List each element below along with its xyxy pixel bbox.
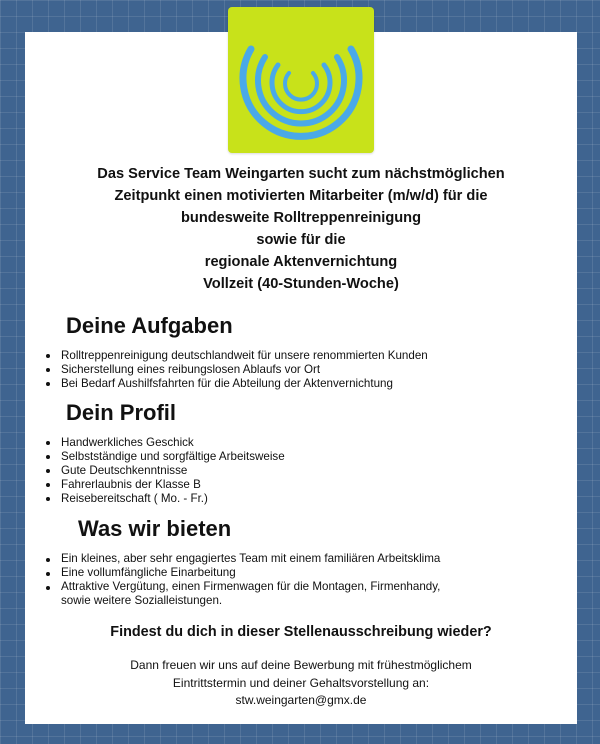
list-item: Rolltreppenreinigung deutschlandweit für unsere renommierten Kunden — [37, 349, 428, 363]
profil-list — [37, 436, 285, 506]
closing-line: Eintrittstermin und deiner Gehaltsvorstellung an: — [172, 675, 430, 690]
list-item: Handwerkliches Geschick — [37, 436, 285, 450]
list-item-continuation: sowie weitere Sozialleistungen. — [61, 594, 223, 607]
intro-line: bundesweite Rolltreppenreinigung — [181, 210, 421, 226]
list-item: Bei Bedarf Aushilfsfahrten für die Abteilung der Aktenvernichtung — [37, 377, 428, 391]
intro-line: Vollzeit (40-Stunden-Woche) — [203, 276, 399, 292]
section-title-aufgaben: Deine Aufgaben — [66, 313, 233, 338]
closing-question: Findest du dich in dieser Stellenausschreibung wieder? — [110, 624, 492, 640]
aufgaben-list — [37, 349, 428, 391]
intro-line: sowie für die — [256, 232, 346, 248]
list-item: Eine vollumfängliche Einarbeitung — [37, 566, 440, 580]
closing-text — [25, 657, 577, 710]
contact-email: stw.weingarten@gmx.de — [235, 693, 367, 707]
intro-line: Zeitpunkt einen motivierten Mitarbeiter (m/w/d) für die — [114, 188, 488, 204]
intro-line: regionale Aktenvernichtung — [204, 254, 398, 270]
list-item: Attraktive Vergütung, einen Firmenwagen für die Montagen, Firmenhandy, — [37, 580, 440, 594]
list-item: Fahrerlaubnis der Klasse B — [37, 478, 285, 492]
intro-headline — [25, 163, 577, 295]
list-item: Selbstständige und sorgfältige Arbeitsweise — [37, 450, 285, 464]
list-item: Reisebereitschaft ( Mo. - Fr.) — [37, 492, 285, 506]
bieten-list — [37, 552, 440, 608]
list-item: Ein kleines, aber sehr engagiertes Team mit einem familiären Arbeitsklima — [37, 552, 440, 566]
intro-line: Das Service Team Weingarten sucht zum nächstmöglichen — [97, 166, 505, 182]
list-item: Sicherstellung eines reibungslosen Ablaufs vor Ort — [37, 363, 428, 377]
logo-rings-icon — [228, 7, 374, 153]
section-title-profil: Dein Profil — [66, 400, 177, 425]
closing-line: Dann freuen wir uns auf deine Bewerbung mit frühestmöglichem — [130, 658, 472, 672]
company-logo — [228, 7, 374, 153]
list-item: Gute Deutschkenntnisse — [37, 464, 285, 478]
section-title-bieten: Was wir bieten — [78, 516, 232, 541]
